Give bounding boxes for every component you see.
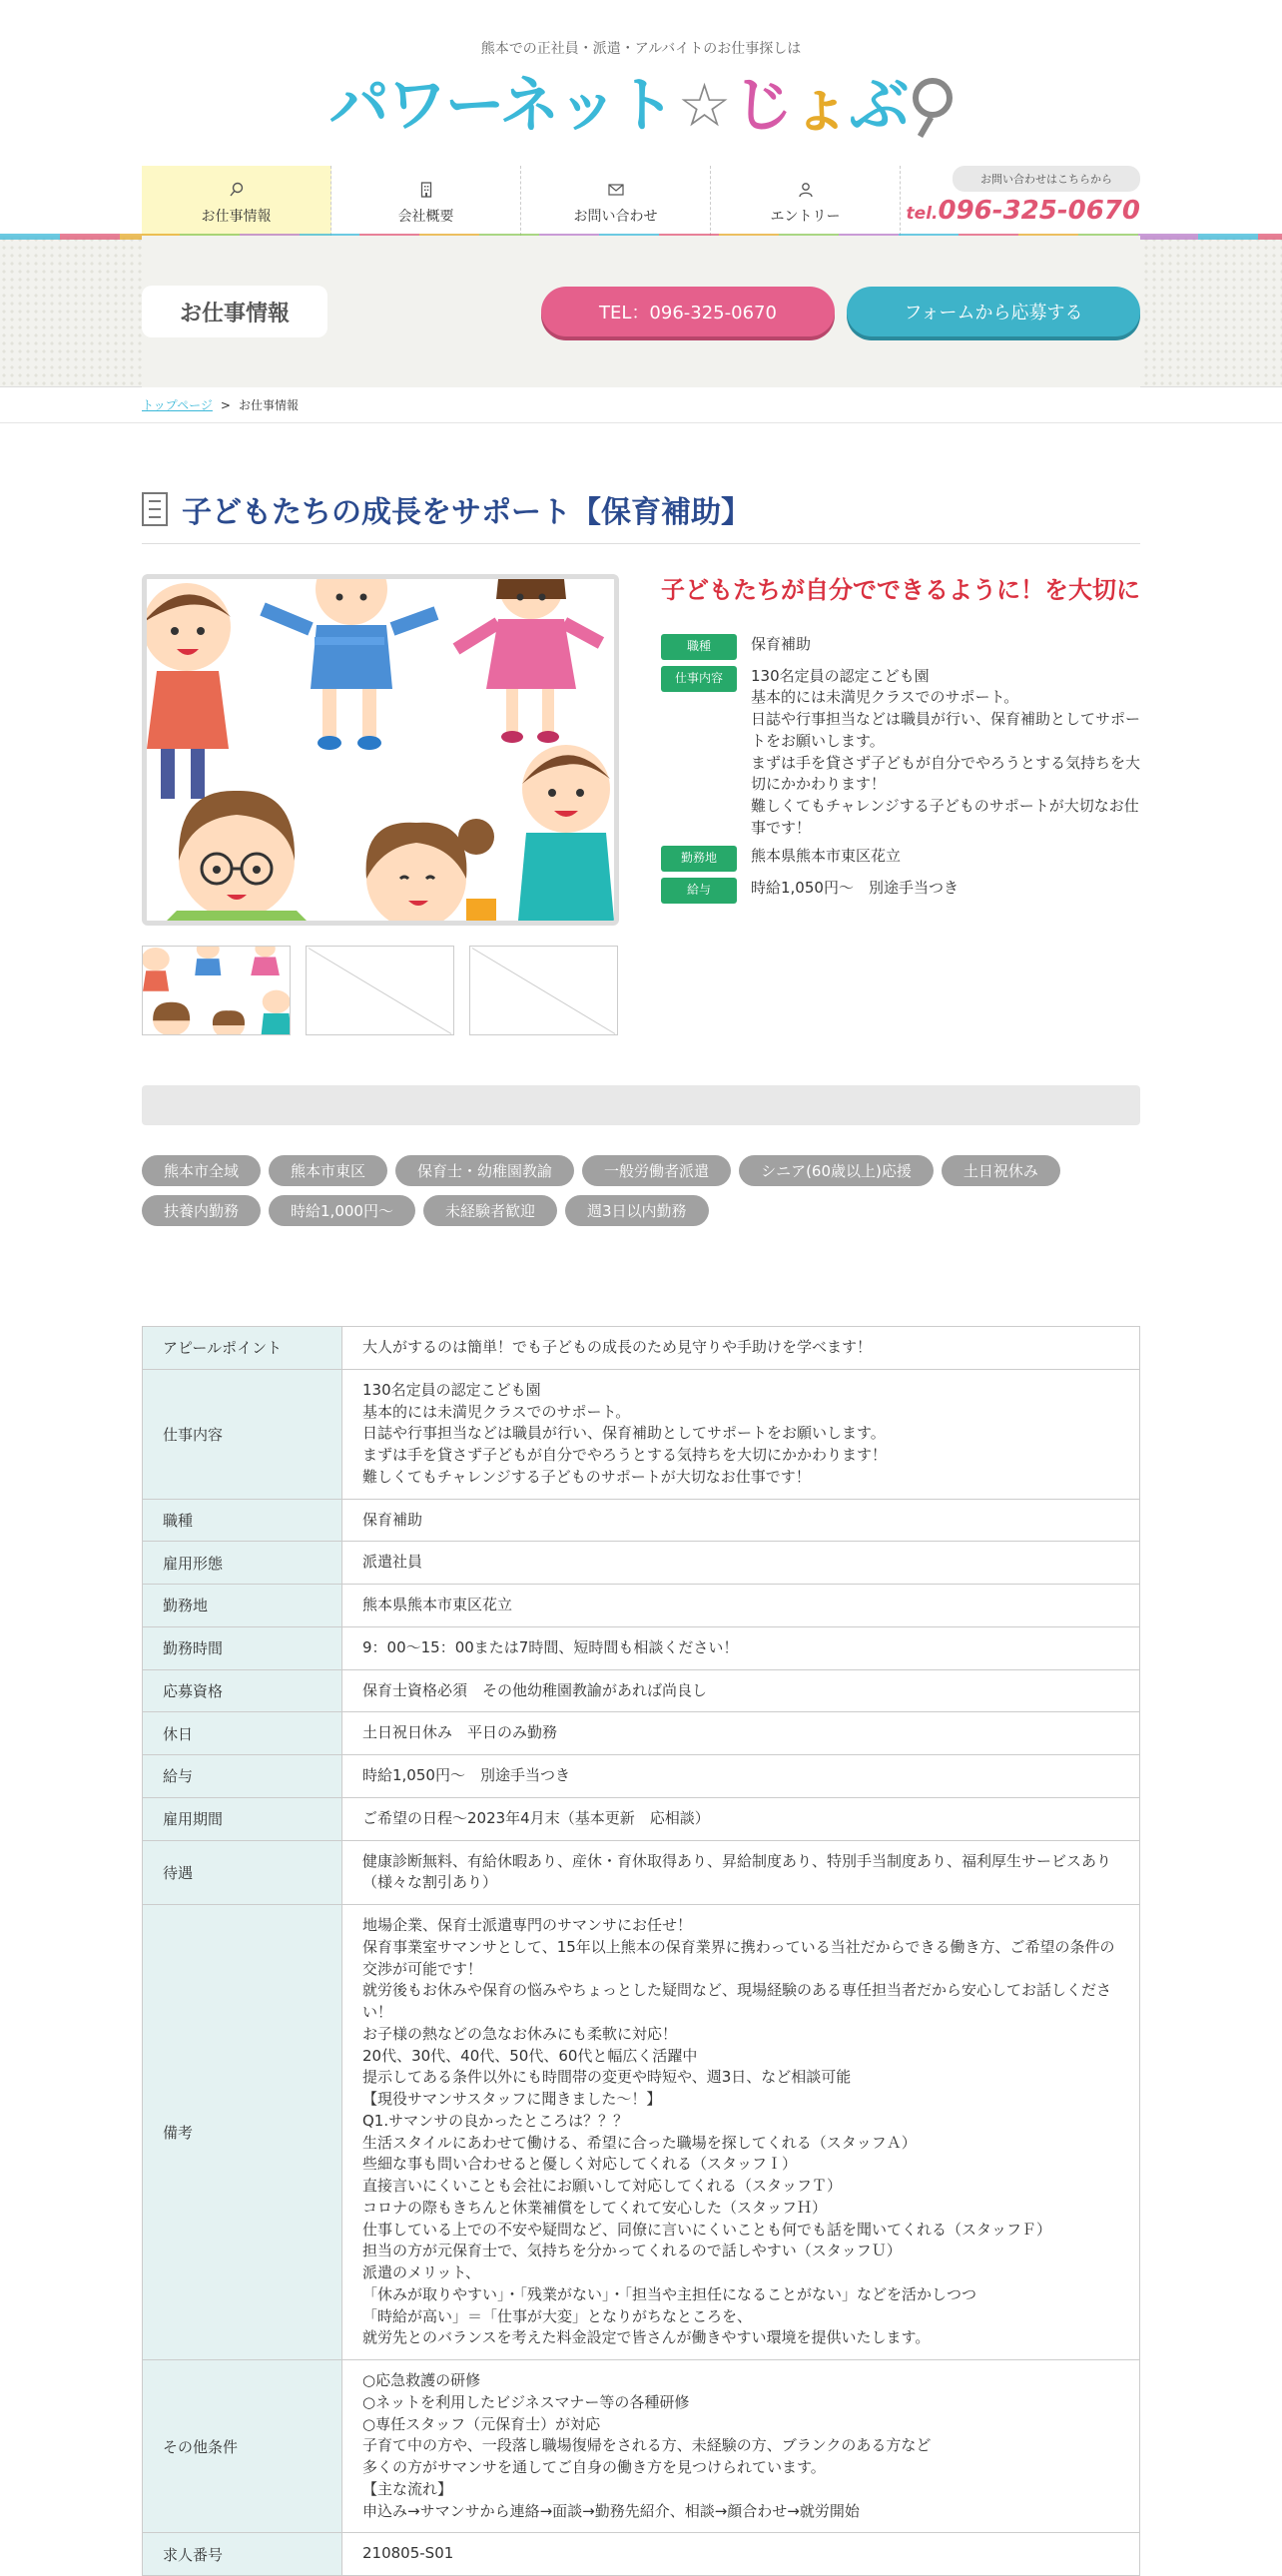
table-row [143,2360,1140,2533]
job-title-text: 子どもたちの成長をサポート【保育補助】 [182,495,751,530]
table-row [143,1542,1140,1585]
row-label: 雇用期間 [143,1797,342,1840]
row-label: 備考 [143,1905,342,2360]
building-icon [418,182,434,198]
tag-pill[interactable]: 保育士・幼稚園教諭 [395,1155,574,1186]
contact-label: お問い合わせはこちらから [953,166,1140,192]
row-value: 保育補助 [342,1499,1140,1542]
section-divider-bar [142,1085,1140,1125]
table-row [143,1755,1140,1798]
main-photo [142,574,619,926]
job-gallery [142,574,619,1035]
thumbnail-3[interactable] [469,946,618,1035]
summary-value: 保育補助 [751,634,812,653]
nav-label-contact: お問い合わせ [573,209,658,225]
thumbnail-2[interactable] [306,946,454,1035]
site-header [0,0,1282,236]
summary-row-location [661,846,1140,872]
tag-pill[interactable]: シニア(60歳以上)応援 [739,1155,934,1186]
child-figure [518,745,614,921]
nav-item-company[interactable] [331,166,521,236]
document-icon [142,492,168,526]
job-catchcopy: 子どもたちが自分でできるように！を大切に [661,576,1140,604]
tel-number: 096-325-0670 [938,196,1140,226]
table-row [143,2533,1140,2576]
row-label: 雇用形態 [143,1542,342,1585]
summary-label: 勤務地 [661,846,737,872]
logo-text-part2c: ぶ [849,71,908,141]
thumbnail-illustration [143,947,291,1035]
row-label: 勤務時間 [143,1626,342,1669]
row-value: 時給1,050円～ 別途手当つき [342,1755,1140,1798]
table-row [143,1499,1140,1542]
row-value: 土日祝日休み 平日のみ勤務 [342,1712,1140,1755]
table-row [143,1626,1140,1669]
nav-item-entry[interactable] [711,166,901,236]
mail-icon [605,182,627,198]
row-label: 給与 [143,1755,342,1798]
row-value: 地場企業、保育士派遣専門のサマンサにお任せ！ 保育事業室サマンサとして、15年以上熊本の保育業界に携わっている当社だからできる働き方、ご希望の条件の交渉が可能です！ 就労後もお休みや保育の悩みやちょっとした疑問など、現場経験のある専任担当者だから安心してお話しください！ お子様の熱などの急なお休みにも柔軟に対応！ 20代、30代、40代、50代、60代と幅広く活躍中 提示してある条件以外にも時間帯の変更や時短や、週3日、など相談可能 【現役サマンサスタッフに聞きました～！】 Q1.サマンサの良かったところは？？？ 生活スタイルにあわせて働ける、希望に合った職場を探してくれる（スタッフＡ） 些細な事も問い合わせると優しく対応してくれる（スタッフＩ） 直接言いにくいことも会社にお願いして対応してくれる（スタッフＴ） コロナの際もきちんと休業補償をしてくれて安心した（スタッフＨ） 仕事している上での不安や疑問など、同僚に言いにくいことも何でも話を聞いてくれる（スタッフＦ） 担当の方が元保育士で、気持ちを分かってくれるので話しやすい（スタッフＵ） 派遣のメリット、 「休みが取りやすい」・「残業がない」・「担当や主担任になることがない」などを活かしつつ 「時給が高い」＝「仕事が大変」となりがちなところを、 就労先とのバランスを考えた料金設定で皆さんが働きやすい環境を提供いたします。 [342,1905,1140,2360]
breadcrumb-separator: > [220,398,231,412]
tag-pill[interactable]: 一般労働者派遣 [582,1155,731,1186]
page-hero [0,236,1282,387]
table-row [143,1369,1140,1499]
row-value: ご希望の日程～2023年4月末（基本更新 応相談） [342,1797,1140,1840]
summary-value: 熊本県熊本市東区花立 [751,846,902,865]
row-value: 健康診断無料、有給休暇あり、産休・育休取得あり、昇給制度あり、特別手当制度あり、福利厚生サービスあり（様々な割引あり） [342,1840,1140,1905]
row-value: 210805-S01 [342,2533,1140,2576]
row-label: 仕事内容 [143,1369,342,1499]
site-tagline: 熊本での正社員・派遣・アルバイトのお仕事探しは [480,41,802,57]
job-main [142,487,1140,2576]
site-logo[interactable] [0,66,1282,146]
row-label: 休日 [143,1712,342,1755]
magnifier-icon [913,78,953,118]
job-summary [661,574,1140,1035]
thumbnail-strip [142,946,619,1035]
nav-item-jobs[interactable] [142,166,331,236]
breadcrumb-current: お仕事情報 [238,398,299,412]
person-icon [798,182,814,198]
logo-text-part2a: じ [733,71,792,141]
summary-value: 130名定員の認定こども園 基本的には未満児クラスでのサポート。 日誌や行事担当などは職員が行い、保育補助としてサポートをお願いします。 まずは手を貸さず子どもが自分でやろうとする気持ちを大切にかかわります！ 難しくてもチャレンジする子どものサポートが大切なお仕事です！ [751,666,1141,837]
tag-pill[interactable]: 時給1,000円～ [269,1195,415,1226]
breadcrumb [0,387,1282,423]
tel-prefix: tel. [906,204,939,224]
table-row [143,1669,1140,1712]
table-row [143,1712,1140,1755]
nav-label-company: 会社概要 [397,209,454,225]
row-label: その他条件 [143,2360,342,2533]
tag-pill[interactable]: 未経験者歓迎 [423,1195,557,1226]
row-label: 待遇 [143,1840,342,1905]
search-icon [229,182,245,198]
table-row [143,1327,1140,1370]
row-value: 9：00～15：00または7時間、短時間も相談ください！ [342,1626,1140,1669]
row-label: 職種 [143,1499,342,1542]
page-title: お仕事情報 [142,286,327,337]
row-value: ○応急救護の研修 ○ネットを利用したビジネスマナー等の各種研修 ○専任スタッフ（元保育士）が対応 子育て中の方や、一段落し職場復帰をされる方、未経験の方、ブランクのある方など 多くの方がサマンサを通してご自身の働き方を見つけられています。 【主な流れ】 申込み→サマンサから連絡→面談→勤務先紹介、相談→顔合わせ→就労開始 [342,2360,1140,2533]
job-tags [142,1155,1140,1226]
row-label: 求人番号 [143,2533,342,2576]
row-value: 派遣社員 [342,1542,1140,1585]
tag-pill[interactable]: 扶養内勤務 [142,1195,261,1226]
row-value: 保育士資格必須 その他幼稚園教諭があれば尚良し [342,1669,1140,1712]
global-nav [0,166,1282,236]
tag-pill[interactable]: 土日祝休み [942,1155,1060,1186]
table-row [143,1797,1140,1840]
row-value: 大人がするのは簡単！でも子どもの成長のため見守りや手助けを学べます！ [342,1327,1140,1370]
job-detail-table [142,1326,1140,2576]
summary-value: 時給1,050円～ 別途手当つき [751,878,959,897]
tag-pill[interactable]: 熊本市全域 [142,1155,261,1186]
table-row [143,1840,1140,1905]
thumbnail-1[interactable] [142,946,291,1035]
nav-item-contact[interactable] [521,166,711,236]
row-value: 熊本県熊本市東区花立 [342,1585,1140,1627]
breadcrumb-home-link[interactable]: トップページ [142,398,213,412]
summary-row-description [661,666,1140,840]
row-label: 応募資格 [143,1669,342,1712]
children-illustration [147,579,614,921]
summary-label: 仕事内容 [661,666,737,692]
logo-text-part2b: ょ [791,71,850,141]
logo-star: ☆ [677,71,730,141]
table-row [143,1585,1140,1627]
tag-pill[interactable]: 熊本市東区 [269,1155,387,1186]
nav-label-jobs: お仕事情報 [201,209,272,225]
header-contact [901,166,1140,236]
row-label: アピールポイント [143,1327,342,1370]
row-value: 130名定員の認定こども園 基本的には未満児クラスでのサポート。 日誌や行事担当などは職員が行い、保育補助としてサポートをお願いします。 まずは手を貸さず子どもが自分でやろうとする気持ちを大切にかかわります！ 難しくてもチャレンジする子どものサポートが大切なお仕事です！ [342,1369,1140,1499]
logo-text-part1: パワーネット [328,71,674,141]
tag-pill[interactable]: 週3日以内勤務 [565,1195,709,1226]
job-title [142,487,1140,544]
tel-button[interactable]: TEL：096-325-0670 [541,287,835,336]
apply-form-button[interactable]: フォームから応募する [847,287,1140,336]
summary-row-salary [661,878,1140,904]
nav-label-entry: エントリー [770,209,841,225]
summary-label: 職種 [661,634,737,660]
summary-row-occupation [661,634,1140,660]
summary-label: 給与 [661,878,737,904]
row-label: 勤務地 [143,1585,342,1627]
header-tel[interactable] [907,196,1140,226]
table-row [143,1905,1140,2360]
